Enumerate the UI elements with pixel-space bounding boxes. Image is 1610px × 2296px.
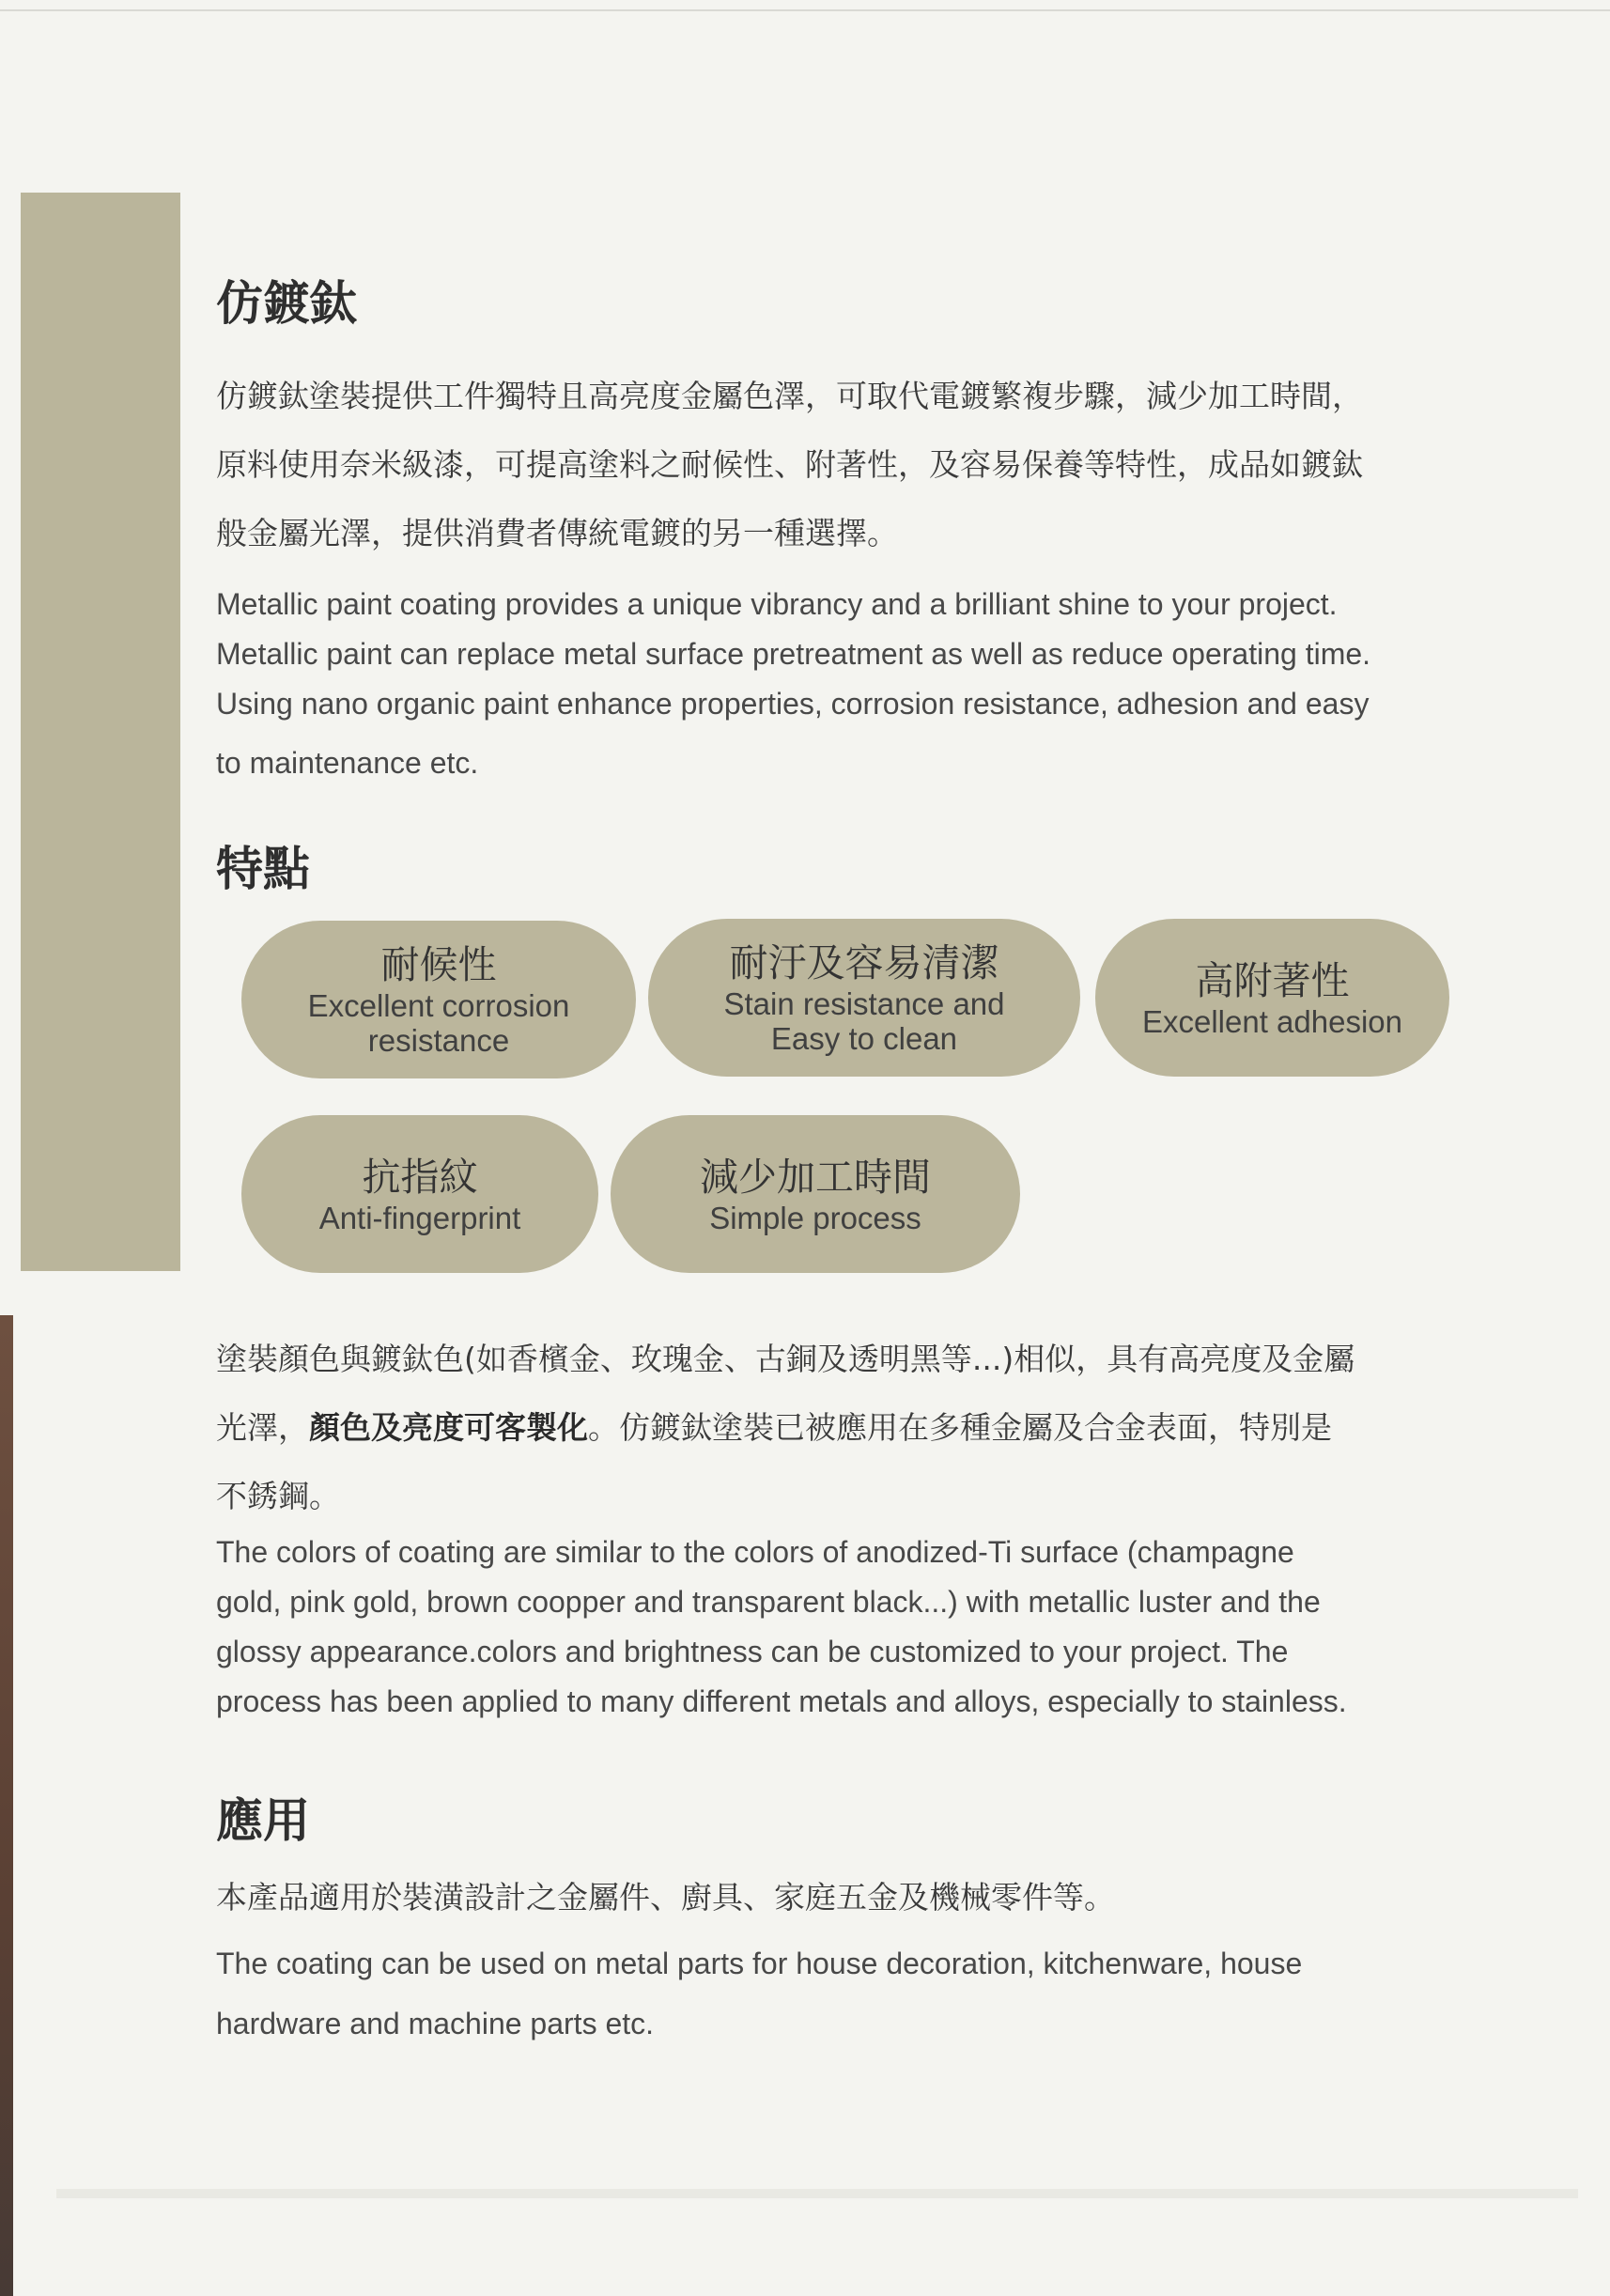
feature-zh: 抗指紋 bbox=[362, 1154, 478, 1200]
colors-en-line: glossy appearance.colors and brightness can be customized to your project. The bbox=[216, 1635, 1289, 1668]
top-rule bbox=[0, 9, 1610, 11]
feature-en: Stain resistance and Easy to clean bbox=[723, 986, 1005, 1056]
feature-pill-stain bbox=[648, 919, 1080, 1077]
intro-zh-line: 般金屬光澤，提供消費者傳統電鍍的另一種選擇。 bbox=[216, 515, 898, 551]
intro-en-line: to maintenance etc. bbox=[216, 746, 479, 780]
page-title: 仿鍍鈦 bbox=[216, 276, 357, 331]
application-en-line: hardware and machine parts etc. bbox=[216, 2007, 655, 2040]
bottom-divider bbox=[56, 2189, 1578, 2198]
feature-en: Anti-fingerprint bbox=[318, 1200, 521, 1235]
application-heading: 應用 bbox=[216, 1793, 310, 1848]
colors-zh-text: 。仿鍍鈦塗裝已被應用在多種金屬及合金表面，特別是 bbox=[588, 1409, 1332, 1446]
colors-en bbox=[216, 1528, 1475, 1727]
intro-en-line: Metallic paint coating provides a unique vibrancy and a brilliant shine to your project. bbox=[216, 587, 1338, 621]
feature-pill-adhesion bbox=[1095, 919, 1449, 1077]
intro-zh-line: 仿鍍鈦塗裝提供工件獨特且高亮度金屬色澤，可取代電鍍繁複步驟，減少加工時間， bbox=[216, 378, 1363, 414]
intro-en bbox=[216, 580, 1475, 788]
colors-zh-text: 光澤， bbox=[216, 1409, 309, 1446]
feature-pill-process bbox=[611, 1115, 1020, 1273]
left-edge-strip bbox=[0, 1315, 13, 2296]
intro-en-line: Metallic paint can replace metal surface pretreatment as well as reduce operating time. bbox=[216, 637, 1371, 671]
application-en bbox=[216, 1933, 1475, 2054]
feature-zh: 耐汙及容易清潔 bbox=[729, 940, 999, 985]
intro-zh-line: 原料使用奈米級漆，可提高塗料之耐候性、附著性，及容易保養等特性，成品如鍍鈦 bbox=[216, 446, 1363, 483]
colors-en-line: The colors of coating are similar to the colors of anodized-Ti surface (champagne bbox=[216, 1535, 1294, 1569]
intro-en-line: Using nano organic paint enhance properties, corrosion resistance, adhesion and easy bbox=[216, 687, 1370, 721]
colors-zh-bold: 顏色及亮度可客製化 bbox=[309, 1409, 588, 1446]
colors-en-line: gold, pink gold, brown coopper and transparent black...) with metallic luster and the bbox=[216, 1585, 1321, 1619]
feature-zh: 耐候性 bbox=[380, 942, 497, 987]
colors-zh bbox=[216, 1325, 1475, 1530]
colors-en-line: process has been applied to many different metals and alloys, especially to stainless. bbox=[216, 1684, 1347, 1718]
application-en-line: The coating can be used on metal parts for house decoration, kitchenware, house bbox=[216, 1947, 1303, 1980]
feature-zh: 高附著性 bbox=[1195, 957, 1350, 1003]
colors-zh-line: 塗裝顏色與鍍鈦色(如香檳金、玫瑰金、古銅及透明黑等...)相似，具有高亮度及金屬 bbox=[216, 1341, 1355, 1377]
side-accent-bar bbox=[21, 193, 180, 1271]
colors-zh-line: 不銹鋼。 bbox=[216, 1478, 340, 1514]
feature-en: Simple process bbox=[709, 1200, 921, 1235]
feature-pill-fingerprint bbox=[241, 1115, 598, 1273]
feature-pill-corrosion bbox=[241, 921, 636, 1078]
application-zh: 本產品適用於裝潢設計之金屬件、廚具、家庭五金及機械零件等。 bbox=[216, 1879, 1115, 1916]
intro-zh bbox=[216, 362, 1475, 567]
feature-en: Excellent adhesion bbox=[1141, 1003, 1403, 1039]
features-heading: 特點 bbox=[216, 842, 310, 896]
feature-zh: 減少加工時間 bbox=[700, 1154, 931, 1200]
feature-en: Excellent corrosion resistance bbox=[307, 988, 570, 1058]
colors-zh-line bbox=[216, 1393, 1475, 1462]
